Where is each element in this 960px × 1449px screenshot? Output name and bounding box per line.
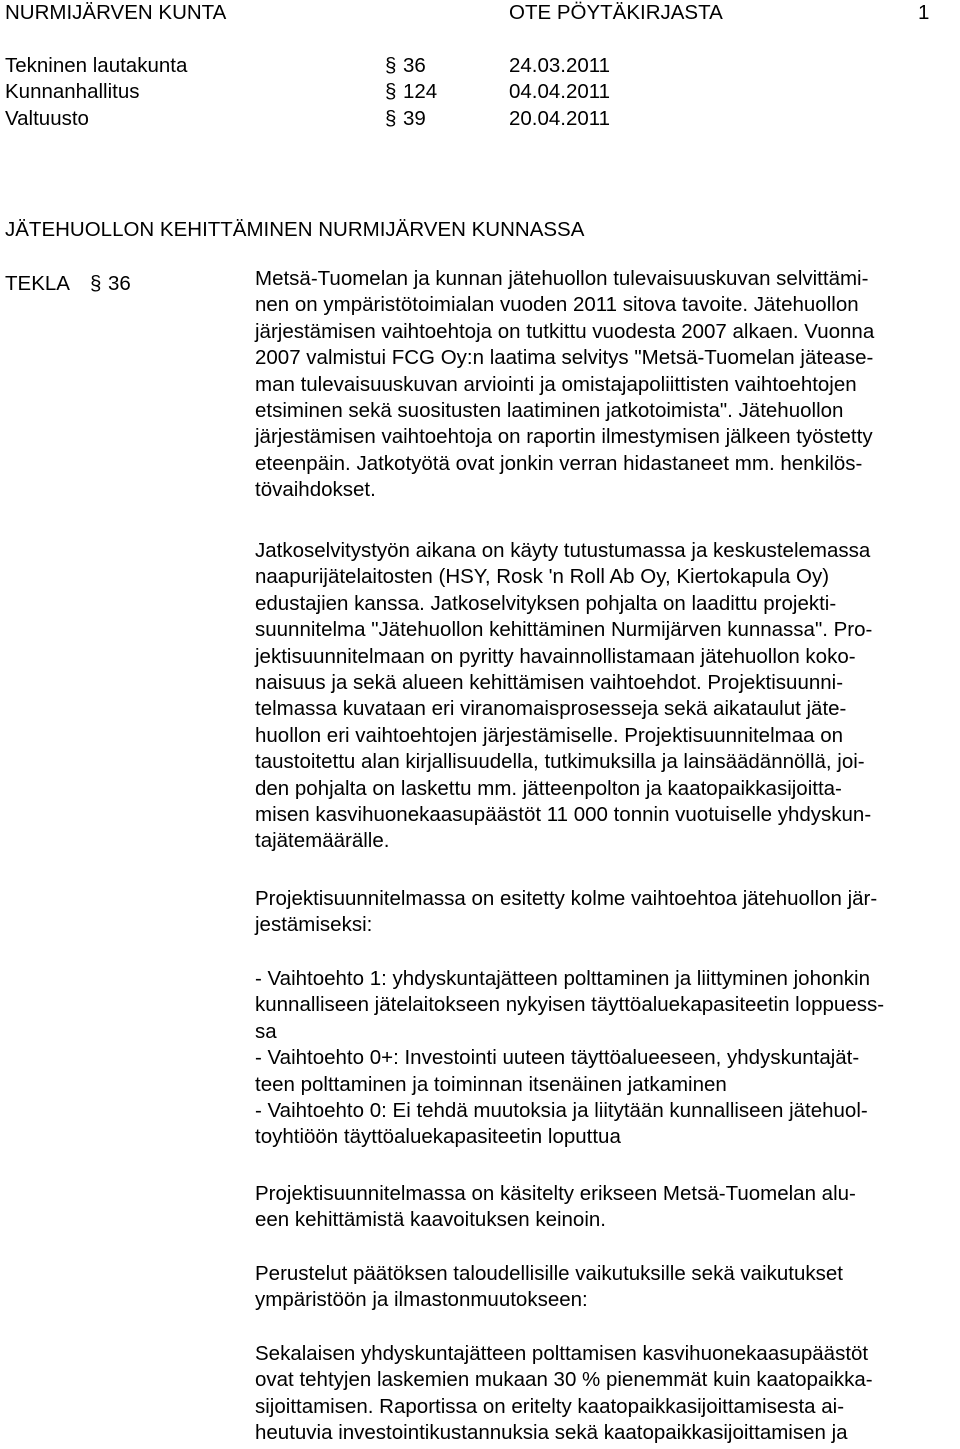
text-line: naisuus ja sekä alueen kehittämisen vaihtoehdot. Projektisuunni- <box>255 670 844 694</box>
text-line: misen kasvihuonekaasupäästöt 11 000 tonnin vuotuiselle yhdyskun- <box>255 802 872 826</box>
paragraph-7 <box>255 1341 955 1447</box>
section-sign: § <box>385 54 397 77</box>
text-line: - Vaihtoehto 0+: Investointi uuteen täyttöalueeseen, yhdyskuntajät- <box>255 1046 860 1070</box>
text-line: jektisuunnitelmaan on pyritty havainnollistamaan jätehuollon koko- <box>255 644 856 668</box>
paragraph-5 <box>255 1181 955 1234</box>
text-line: Sekalaisen yhdyskuntajätteen polttamisen kasvihuonekaasupäästöt <box>255 1342 869 1365</box>
meta-section-number: 124 <box>403 80 438 103</box>
text-line: sijoittamisen. Raportissa on eritelty kaatopaikkasijoittamisesta ai- <box>255 1394 845 1418</box>
paragraph-1 <box>255 266 955 504</box>
meta-body-name: Tekninen lautakunta <box>5 54 188 77</box>
text-line: heutuvia investointikustannuksia sekä kaatopaikkasijoittamisen ja <box>255 1421 848 1445</box>
text-line: suunnitelma "Jätehuollon kehittäminen Nurmijärven kunnassa". Pro- <box>255 618 873 642</box>
text-line: kunnalliseen jätelaitokseen nykyisen täyttöaluekapasiteetin loppuess- <box>255 993 885 1017</box>
text-line: etsiminen sekä suositusten laatiminen jatkotoimista". Jätehuollon <box>255 398 844 422</box>
text-line: järjestämisen vaihtoehtoja on raportin ilmestymisen jälkeen työstetty <box>255 425 873 449</box>
section-sign: § <box>385 80 397 103</box>
meta-date: 24.03.2011 <box>509 54 611 77</box>
text-line: den pohjalta on laskettu mm. jätteenpolton ja kaatopaikkasijoitta- <box>255 776 842 800</box>
text-line: naapurijätelaitosten (HSY, Rosk 'n Roll Ab Oy, Kiertokapula Oy) <box>255 565 830 589</box>
page-number: 1 <box>918 1 930 24</box>
municipality-name: NURMIJÄRVEN KUNTA <box>5 1 227 24</box>
text-line: edustajien kanssa. Jatkoselvityksen pohjalta on laadittu projekti- <box>255 591 837 615</box>
text-line: man tulevaisuuskuvan arviointi ja omistajapoliittisten vaihtoehtojen <box>255 372 857 396</box>
paragraph-3 <box>255 886 955 939</box>
meta-body-name: Kunnanhallitus <box>5 80 140 103</box>
options-list <box>255 966 955 1151</box>
text-line: eteenpäin. Jatkotyötä ovat jonkin verran hidastaneet mm. henkilös- <box>255 451 863 475</box>
item-body-ref: TEKLA <box>5 272 70 295</box>
text-line: tajätemäärälle. <box>255 829 390 853</box>
item-section-number: 36 <box>108 272 131 295</box>
section-sign: § <box>385 107 397 130</box>
text-line: Metsä-Tuomelan ja kunnan jätehuollon tulevaisuuskuvan selvittämi- <box>255 267 869 290</box>
paragraph-6 <box>255 1261 955 1314</box>
meta-section-number: 36 <box>403 54 426 77</box>
text-line: huollon eri vaihtoehtojen järjestämiselle. Projektisuunnitelmaa on <box>255 723 844 747</box>
text-line: - Vaihtoehto 0: Ei tehdä muutoksia ja liitytään kunnalliseen jätehuol- <box>255 1098 868 1122</box>
text-line: järjestämisen vaihtoehtoja on tutkittu vuodesta 2007 alkaen. Vuonna <box>255 319 875 343</box>
text-line: Projektisuunnitelmassa on esitetty kolme vaihtoehtoa jätehuollon jär- <box>255 887 878 910</box>
text-line: Jatkoselvitystyön aikana on käyty tutustumassa ja keskustelemassa <box>255 539 871 562</box>
text-line: telmassa kuvataan eri viranomaisprosesseja sekä aikataulut jäte- <box>255 697 847 721</box>
section-sign: § <box>90 272 102 295</box>
text-line: tövaihdokset. <box>255 478 376 502</box>
text-line: ympäristöön ja ilmastonmuutokseen: <box>255 1288 588 1312</box>
meta-section-number: 39 <box>403 107 426 130</box>
paragraph-2 <box>255 538 955 855</box>
text-line: 2007 valmistui FCG Oy:n laatima selvitys "Metsä-Tuomelan jätease- <box>255 346 874 370</box>
text-line: ovat tehtyjen laskemien mukaan 30 % pienemmät kuin kaatopaikka- <box>255 1368 873 1392</box>
text-line: - Vaihtoehto 1: yhdyskuntajätteen polttaminen ja liittyminen johonkin <box>255 967 870 990</box>
text-line: nen on ympäristötoimialan vuoden 2011 sitova tavoite. Jätehuollon <box>255 293 859 317</box>
text-line: toyhtiöön täyttöaluekapasiteetin loputtua <box>255 1125 621 1149</box>
text-line: Projektisuunnitelmassa on käsitelty erikseen Metsä-Tuomelan alu- <box>255 1182 856 1205</box>
text-line: taustoitettu alan kirjallisuudella, tutkimuksilla ja lainsäädännöllä, joi- <box>255 750 865 774</box>
document-type: OTE PÖYTÄKIRJASTA <box>509 1 723 24</box>
text-line: teen polttaminen ja toiminnan itsenäinen jatkaminen <box>255 1072 727 1096</box>
text-line: Perustelut päätöksen taloudellisille vaikutuksille sekä vaikutukset <box>255 1262 843 1285</box>
meta-date: 20.04.2011 <box>509 107 611 130</box>
text-line: sa <box>255 1019 277 1043</box>
text-line: een kehittämistä kaavoituksen keinoin. <box>255 1208 606 1232</box>
meta-date: 04.04.2011 <box>509 80 611 103</box>
text-line: jestämiseksi: <box>255 913 373 937</box>
document-title: JÄTEHUOLLON KEHITTÄMINEN NURMIJÄRVEN KUNNASSA <box>5 218 585 241</box>
meta-body-name: Valtuusto <box>5 107 89 130</box>
